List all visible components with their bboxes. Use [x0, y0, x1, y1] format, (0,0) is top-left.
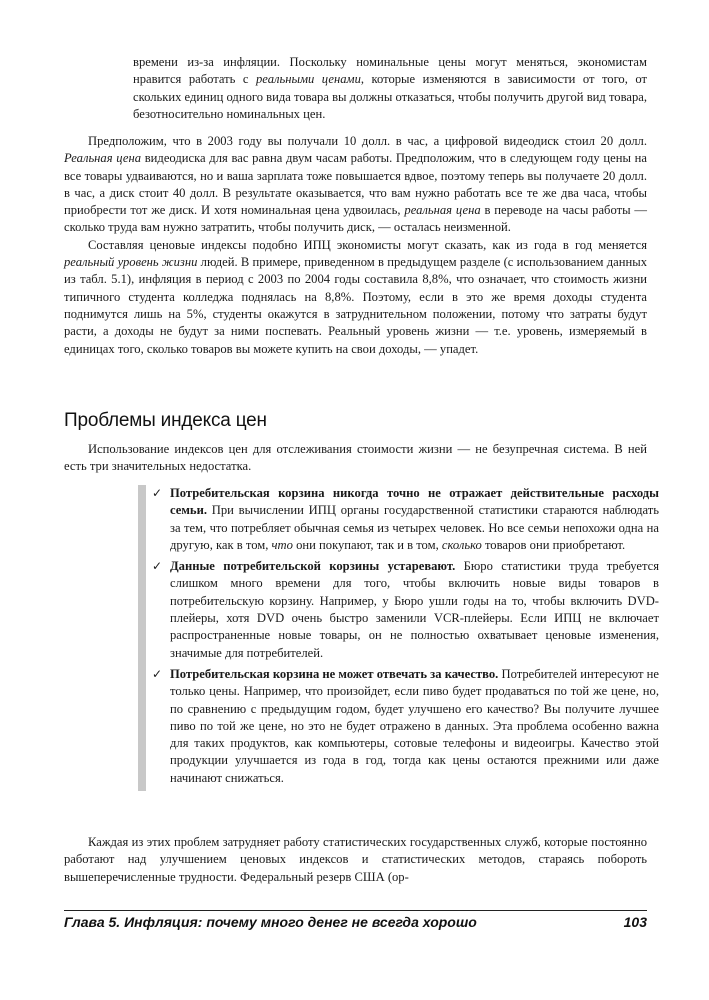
bullet-lead: Потребительская корзина никогда точно не отражает действительные расходы семьи.: [170, 486, 659, 518]
running-footer: [64, 914, 647, 930]
emphasis-term: сколько: [441, 537, 482, 552]
section-heading: Проблемы индекса цен: [64, 410, 267, 431]
text-run: Предположим, что в 2003 году вы получали 10 долл. в час, а цифровой видеодиск стоил 20 долл.: [88, 134, 647, 148]
text-run: Составляя ценовые индексы подобно ИПЦ экономисты могут сказать, как из года в год меняется: [88, 237, 647, 252]
text-run: Потребителей интересуют не только цены. Например, что произойдет, если пиво будет продаваться по той же цене, но, по сравнению с предыдущим годом, будет улучшено его качество? Вы получите лучшее пиво по той же цене, но это не будет отражено в данных. Эта проблема особенно важна для таких продуктов, как компьютеры, сотовые телефоны и видеоигры. Качество этой продукции улучшается из года в год, тогда как цены остаются прежними или даже начинают снижаться.: [170, 666, 660, 785]
emphasis-term: Реальная цена: [64, 151, 142, 166]
continued-paragraph: [133, 54, 647, 123]
text-run: Бюро статистики труда требуется слишком много времени для того, чтобы включить новые виды товаров в потребительскую корзину. Например, у Бюро ушли годы на то, чтобы включить DVD-плейеры, хотя DVD очень быстро заменили VCR-плейеры. Если ИПЦ не включает распространенные новые товары, он не полностью охватывает ценовые изменения, значимые для потребителей.: [170, 559, 660, 660]
closing-paragraph: [64, 834, 647, 886]
intro-paragraph: Использование индексов цен для отслеживания стоимости жизни — не безупречная система. В ней есть три значительных недостатка.: [64, 442, 647, 474]
emphasis-term: реальная цена: [404, 203, 481, 218]
emphasis-term: что: [271, 537, 293, 552]
checkmark-icon: ✓: [152, 486, 163, 500]
page-number: 103: [623, 914, 647, 930]
text-run: При вычислении ИПЦ органы государственной статистики стараются наблюдать за тем, что потребляет обычная семья из четырех человек. Но все семьи непохожи одна на другую, как в том,: [170, 503, 659, 552]
bullet-lead: Потребительская корзина не может отвечать за качество.: [170, 666, 499, 681]
text-run: в переводе на часы работы — сколько труда вам нужно затратить, чтобы получить диск, — осталась неизменной.: [64, 203, 647, 235]
bullet-lead: Данные потребительской корзины устаревают.: [170, 559, 456, 574]
text-run: времени из-за инфляции. Поскольку номинальные цены могут меняться, экономистам нравится работать с: [133, 55, 647, 87]
chapter-title: Глава 5. Инфляция: почему много денег не всегда хорошо: [64, 914, 477, 930]
text-run: , которые изменяются в зависимости от того, от скольких единиц одного вида товара вы должны отказаться, чтобы получить другой вид товара, безотносительно номинальных цен.: [133, 72, 647, 121]
body-paragraphs: [64, 133, 647, 358]
text-run: людей. В примере, приведенном в предыдущем разделе (с использованием данных из табл. 5.1), инфляция в период с 2003 по 2004 годы составила 8,8%, что означает, что стоимость жизни типичного студента колледжа поднялась на 8,8%. Поэтому, если в это же время доходы студента поднимутся лишь на 5%, студенты окажутся в затруднительном положении, потому что затраты будут расти, а доходы не будут за ними поспевать. Реальный уровень жизни — т.е. уровень, измеряемый в единицах того, сколько товаров вы можете купить на свои доходы, — упадет.: [64, 255, 647, 356]
emphasis-term: реальными ценами: [255, 72, 361, 87]
paragraph-real-price: [64, 133, 647, 237]
text-run: видеодиска для вас равна двум часам работы. Предположим, что в следующем году цены на все товары удваиваются, но и ваша зарплата тоже повышается вдвое, поэтому теперь вы получаете 20 долл. в час, а диск стоит 40 долл. В результате оказывается, что вам нужно работать все те же два часа, чтобы приобрести тот же диск. И хотя номинальная цена удвоилась,: [64, 151, 647, 218]
paragraph-living-standard: [64, 237, 647, 358]
emphasis-term: реальный уровень жизни: [64, 255, 198, 270]
text-run: они покупают, так и в том,: [292, 537, 442, 552]
section-intro: [64, 441, 647, 476]
text-run: товаров они приобретают.: [481, 537, 626, 552]
paragraph: Каждая из этих проблем затрудняет работу статистических государственных служб, которые постоянно работают над улучшением ценовых индексов и статистических методов, стараясь побороть вышеперечисленные трудности. Федеральный резерв США (ор-: [64, 835, 647, 884]
checkmark-icon: ✓: [152, 666, 163, 681]
list-item: [150, 666, 659, 787]
bullet-list: [138, 485, 659, 791]
list-item: [150, 485, 659, 554]
list-item: [150, 558, 659, 662]
footer-rule: [64, 910, 647, 911]
checkmark-icon: ✓: [152, 559, 163, 574]
